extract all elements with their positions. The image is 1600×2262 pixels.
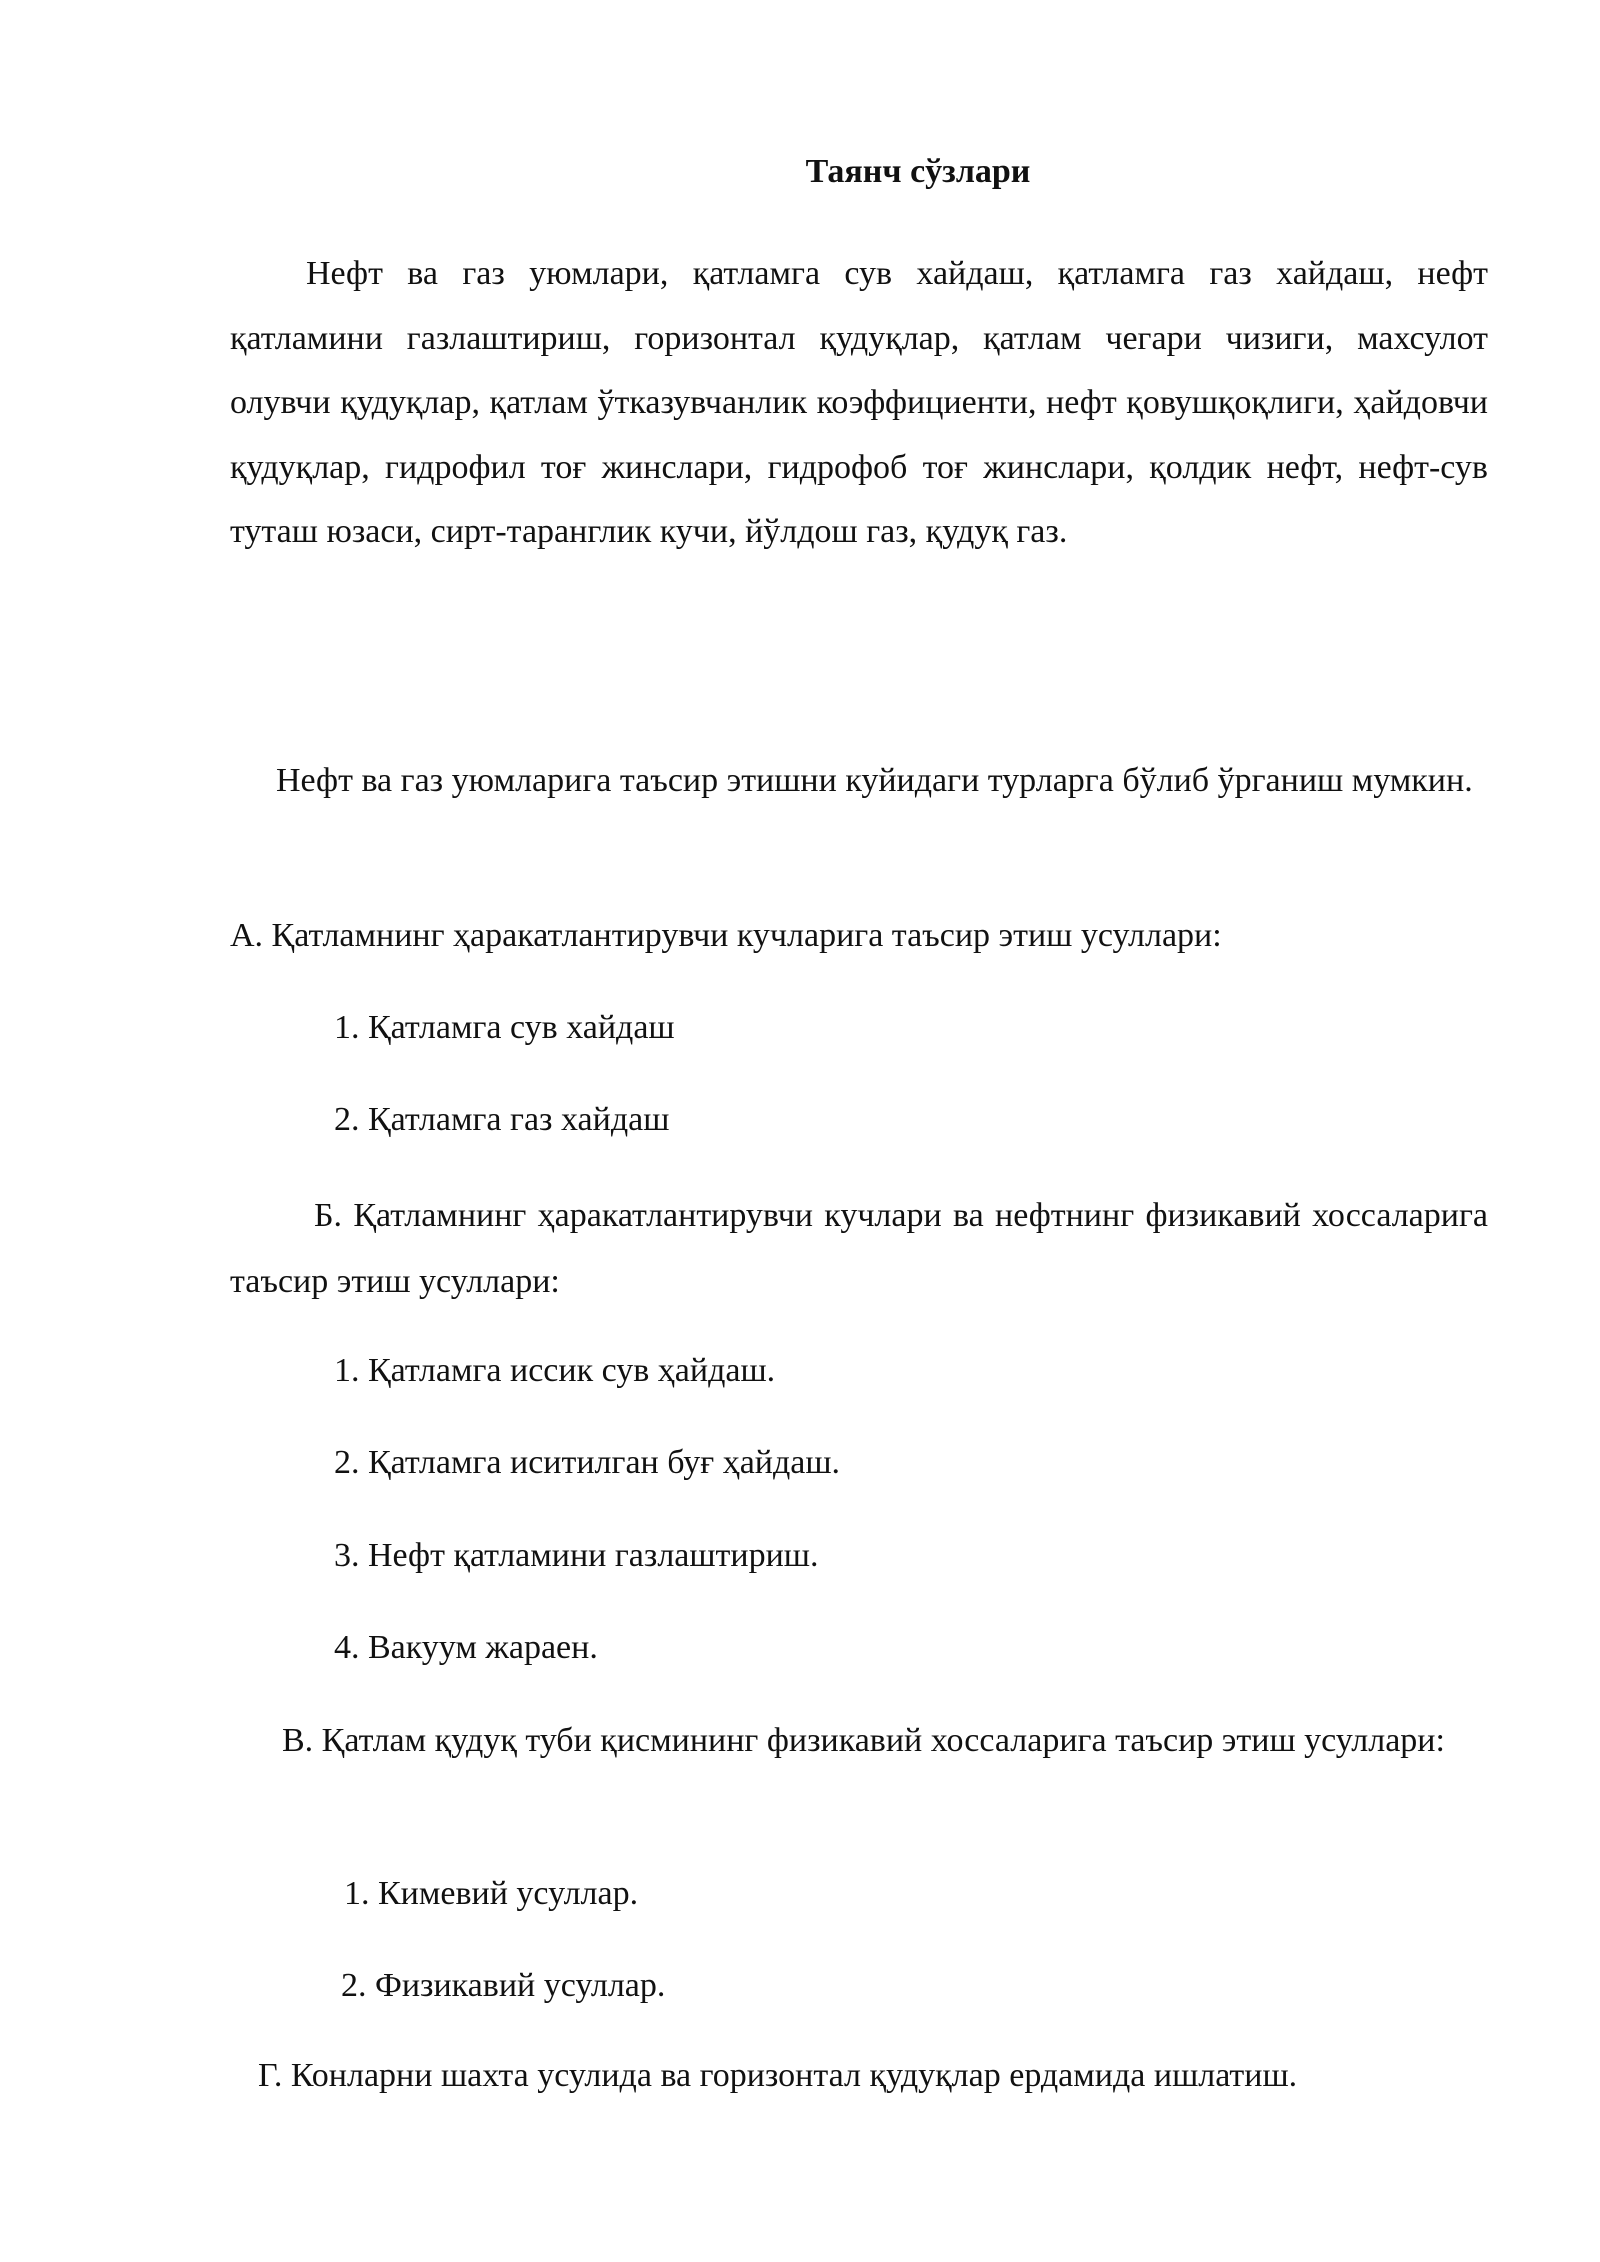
section-b-item-3: 3. Нефт қатламини газлаштириш. [334,1537,819,1574]
section-g-heading: Г. Конларни шахта усулида ва горизонтал қудуқлар ердамида ишлатиш. [258,2057,1298,2094]
keywords-paragraph: Нефт ва газ уюмлари, қатламга сув хайдаш, қатламга газ хайдаш, нефт қатламини газлаштириш, горизонтал қудуқлар, қатлам чегари чизиги, махсулот олувчи қудуқлар, қатлам ўтказувчанлик коэффициенти, нефт қовушқоқлиги, ҳайдовчи қудуқлар, гидрофил тоғ жинслари, гидрофоб тоғ жинслари, қолдик нефт, нефт-сув туташ юзаси, сирт-таранглик кучи, йўлдош газ, қудуқ газ. [230,255,1488,550]
section-a-item-1: 1. Қатламга сув хайдаш [334,1009,675,1046]
section-a-heading: А. Қатламнинг ҳаракатлантирувчи кучларига таъсир этиш усуллари: [230,917,1222,954]
section-v-item-1: 1. Кимевий усуллар. [344,1875,639,1912]
section-b-item-1: 1. Қатламга иссик сув ҳайдаш. [334,1352,776,1389]
intro-paragraph: Нефт ва газ уюмларига таъсир этишни куйидаги турларга бўлиб ўрганиш мумкин. [276,762,1473,799]
section-v-item-2: 2. Физикавий усуллар. [341,1967,666,2004]
section-a-item-2: 2. Қатламга газ хайдаш [334,1101,670,1138]
section-b-item-2: 2. Қатламга иситилган буғ ҳайдаш. [334,1444,841,1481]
section-b-heading: Б. Қатламнинг ҳаракатлантирувчи кучлари ва нефтнинг физикавий хоссаларига таъсир этиш усуллари: [230,1197,1488,1300]
section-v-heading: В. Қатлам қудуқ туби қисмининг физикавий хоссаларига таъсир этиш усуллари: [282,1722,1445,1759]
page-title [0,150,1600,194]
section-b-item-4: 4. Вакуум жараен. [334,1629,598,1666]
title-text: Таянч сўзлари [805,153,1031,190]
